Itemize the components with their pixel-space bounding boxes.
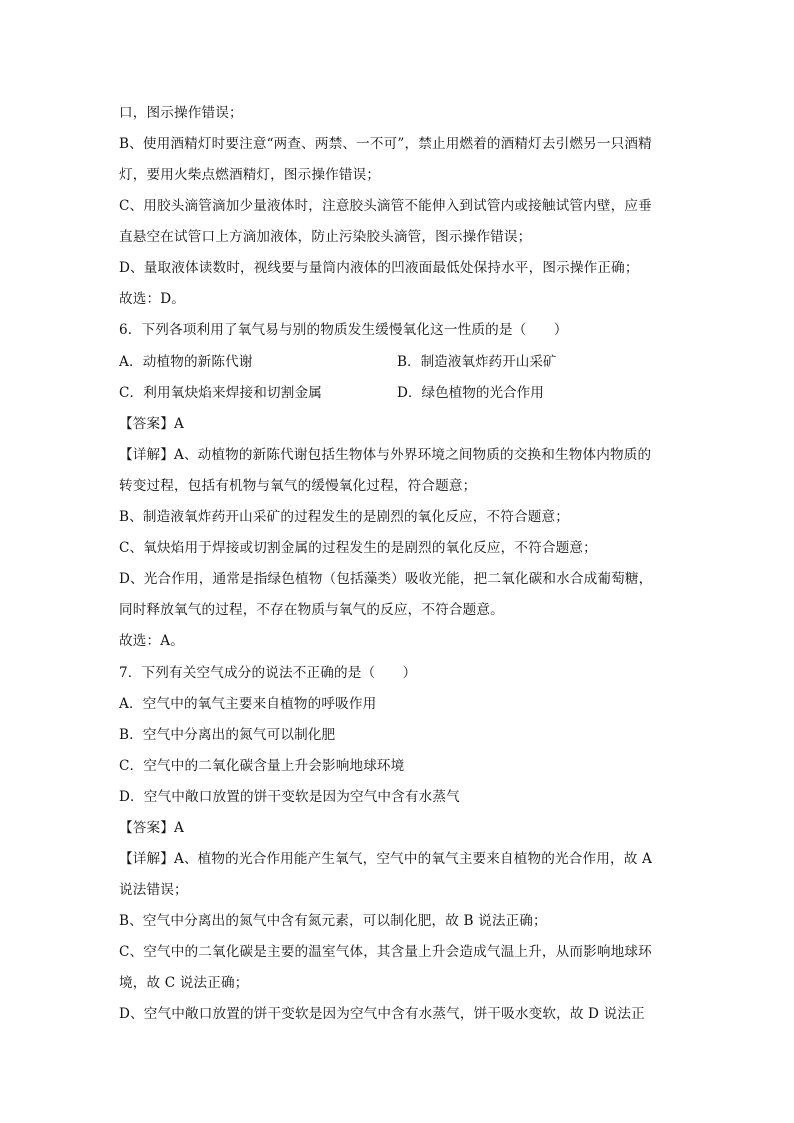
question-6-option-b: B．制造液氧炸药开山采矿 xyxy=(397,354,557,370)
answer-selection: 故选：D。 xyxy=(119,291,186,307)
text-line: 灯，要用火柴点燃酒精灯，图示操作错误； xyxy=(119,167,381,183)
text-line: 境，故 C 说法正确； xyxy=(119,975,249,991)
text-line: C、空气中的二氧化碳是主要的温室气体，其含量上升会造成气温上升，从而影响地球环 xyxy=(119,944,652,960)
question-7-option-b: B．空气中分离出的氮气可以制化肥 xyxy=(119,727,336,743)
text-line: D、空气中敞口放置的饼干变软是因为空气中含有水蒸气，饼干吸水变软，故 D 说法正 xyxy=(119,1006,645,1022)
text-line: 同时释放氧气的过程，不存在物质与氧气的反应，不符合题意。 xyxy=(119,602,504,618)
text-line: B、空气中分离出的氮气中含有氮元素，可以制化肥，故 B 说法正确； xyxy=(119,913,547,929)
text-line: B、使用酒精灯时要注意“两查、两禁、一不可”，禁止用燃着的酒精灯去引燃另一只酒精 xyxy=(119,136,652,152)
question-7-option-c: C．空气中的二氧化碳含量上升会影响地球环境 xyxy=(119,758,405,774)
question-7-stem: 7．下列有关空气成分的说法不正确的是（ ） xyxy=(119,665,417,681)
question-7-option-a: A．空气中的氧气主要来自植物的呼吸作用 xyxy=(119,696,377,712)
text-line: B、制造液氧炸药开山采矿的过程发生的是剧烈的氧化反应，不符合题意； xyxy=(119,509,569,525)
question-6-option-a: A．动植物的新陈代谢 xyxy=(119,354,253,370)
text-line: 直悬空在试管口上方滴加液体，防止污染胶头滴管，图示操作错误； xyxy=(119,229,532,245)
text-line: D、量取液体读数时，视线要与量筒内液体的凹液面最低处保持水平，图示操作正确； xyxy=(119,260,639,276)
answer-selection: 故选：A。 xyxy=(119,633,184,649)
text-line: 口，图示操作错误； xyxy=(119,105,243,121)
question-6-option-c: C．利用氧炔焰来焊接和切割金属 xyxy=(119,385,322,401)
question-7-option-d: D．空气中敞口放置的饼干变软是因为空气中含有水蒸气 xyxy=(119,789,460,805)
text-line: 转变过程，包括有机物与氧气的缓慢氧化过程，符合题意； xyxy=(119,478,477,494)
question-6-option-d: D．绿色植物的光合作用 xyxy=(397,385,544,401)
text-line: 【详解】A、动植物的新陈代谢包括生物体与外界环境之间物质的交换和生物体内物质的 xyxy=(119,447,652,463)
question-6-stem: 6．下列各项利用了氧气易与别的物质发生缓慢氧化这一性质的是（ ） xyxy=(119,322,568,338)
question-6-answer: 【答案】A xyxy=(119,416,184,432)
text-line: C、用胶头滴管滴加少量液体时，注意胶头滴管不能伸入到试管内或接触试管内壁，应垂 xyxy=(119,198,652,214)
text-line: D、光合作用，通常是指绿色植物（包括藻类）吸收光能，把二氧化碳和水合成葡萄糖， xyxy=(119,571,653,587)
question-7-answer: 【答案】A xyxy=(119,820,184,836)
text-line: C、氧炔焰用于焊接或切割金属的过程发生的是剧烈的氧化反应，不符合题意； xyxy=(119,540,597,556)
text-line: 说法错误； xyxy=(119,882,188,898)
text-line: 【详解】A、植物的光合作用能产生氧气，空气中的氧气主要来自植物的光合作用，故 A xyxy=(119,851,652,867)
